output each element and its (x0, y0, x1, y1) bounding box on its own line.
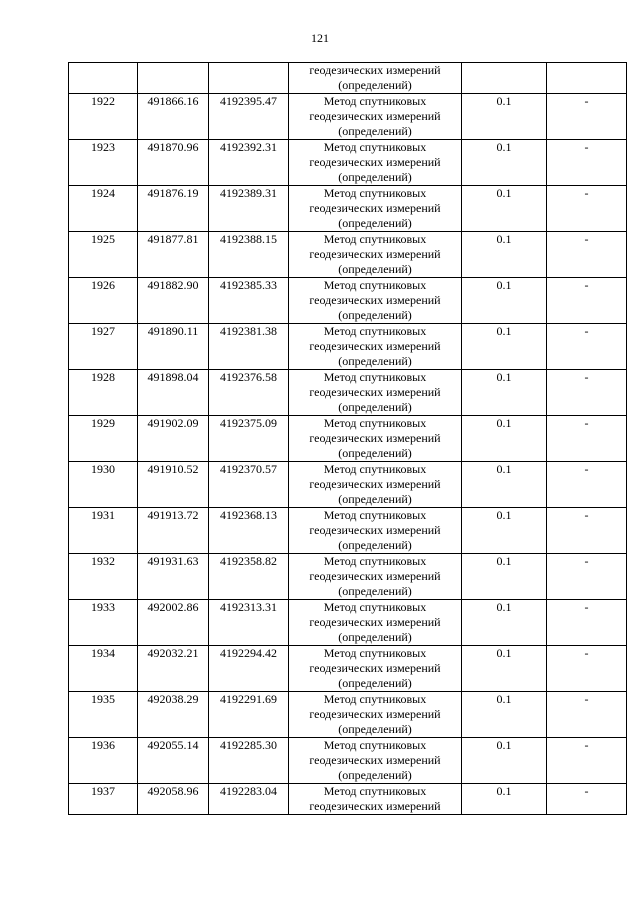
table-row (69, 508, 627, 554)
method-line: Метод спутниковых (323, 784, 427, 798)
cell-note: - (547, 416, 627, 462)
cell-note: - (547, 232, 627, 278)
method-line: геодезических измерений (309, 753, 441, 767)
cell-note: - (547, 600, 627, 646)
cell-y: 4192291.69 (209, 692, 289, 738)
method-line: Метод спутниковых (323, 738, 427, 752)
cell-accuracy: 0.1 (462, 416, 547, 462)
method-line: Метод спутниковых (323, 646, 427, 660)
cell-note: - (547, 784, 627, 815)
cell-accuracy (462, 63, 547, 94)
method-line: (определений) (338, 262, 412, 276)
table-row (69, 186, 627, 232)
cell-point-id: 1931 (69, 508, 138, 554)
cell-point-id: 1936 (69, 738, 138, 784)
cell-y: 4192388.15 (209, 232, 289, 278)
method-line: геодезических измерений (309, 661, 441, 675)
method-line: Метод спутниковых (323, 692, 427, 706)
method-line: (определений) (338, 124, 412, 138)
table-row (69, 324, 627, 370)
cell-x: 492055.14 (138, 738, 209, 784)
method-line: Метод спутниковых (323, 324, 427, 338)
table-row (69, 600, 627, 646)
cell-y: 4192392.31 (209, 140, 289, 186)
method-line: Метод спутниковых (323, 186, 427, 200)
cell-y: 4192395.47 (209, 94, 289, 140)
cell-accuracy: 0.1 (462, 600, 547, 646)
cell-method (289, 692, 462, 738)
cell-method (289, 232, 462, 278)
table-row (69, 462, 627, 508)
table-row (69, 416, 627, 462)
cell-accuracy: 0.1 (462, 646, 547, 692)
method-line: Метод спутниковых (323, 140, 427, 154)
cell-x: 491877.81 (138, 232, 209, 278)
method-line: (определений) (338, 400, 412, 414)
method-line: геодезических измерений (309, 247, 441, 261)
cell-method (289, 416, 462, 462)
cell-x: 491876.19 (138, 186, 209, 232)
page-number: 121 (311, 31, 329, 45)
cell-accuracy: 0.1 (462, 462, 547, 508)
method-line: (определений) (338, 768, 412, 782)
cell-y: 4192283.04 (209, 784, 289, 815)
table-row (69, 232, 627, 278)
method-line: геодезических измерений (309, 339, 441, 353)
cell-note (547, 63, 627, 94)
cell-y: 4192385.33 (209, 278, 289, 324)
cell-x: 492002.86 (138, 600, 209, 646)
cell-method (289, 600, 462, 646)
method-line: Метод спутниковых (323, 600, 427, 614)
cell-note: - (547, 462, 627, 508)
cell-y (209, 63, 289, 94)
cell-y: 4192285.30 (209, 738, 289, 784)
cell-point-id: 1925 (69, 232, 138, 278)
cell-point-id: 1932 (69, 554, 138, 600)
cell-y: 4192389.31 (209, 186, 289, 232)
cell-note: - (547, 554, 627, 600)
method-line: (определений) (338, 170, 412, 184)
cell-accuracy: 0.1 (462, 508, 547, 554)
cell-accuracy: 0.1 (462, 554, 547, 600)
cell-x: 492038.29 (138, 692, 209, 738)
table-row (69, 140, 627, 186)
cell-method (289, 324, 462, 370)
cell-accuracy: 0.1 (462, 232, 547, 278)
cell-method (289, 554, 462, 600)
cell-point-id (69, 63, 138, 94)
cell-note: - (547, 370, 627, 416)
cell-y: 4192370.57 (209, 462, 289, 508)
cell-method (289, 186, 462, 232)
cell-x: 492058.96 (138, 784, 209, 815)
cell-method (289, 140, 462, 186)
cell-method (289, 94, 462, 140)
table-row (69, 692, 627, 738)
method-line: (определений) (338, 78, 412, 92)
method-line: Метод спутниковых (323, 508, 427, 522)
table-row-partial (69, 784, 627, 815)
method-line: Метод спутниковых (323, 554, 427, 568)
method-line: Метод спутниковых (323, 370, 427, 384)
cell-note: - (547, 186, 627, 232)
cell-accuracy: 0.1 (462, 278, 547, 324)
cell-note: - (547, 508, 627, 554)
cell-x: 491870.96 (138, 140, 209, 186)
cell-method (289, 462, 462, 508)
cell-point-id: 1934 (69, 646, 138, 692)
cell-accuracy: 0.1 (462, 784, 547, 815)
table-row (69, 554, 627, 600)
method-line: геодезических измерений (309, 155, 441, 169)
method-line: (определений) (338, 308, 412, 322)
cell-method (289, 370, 462, 416)
cell-point-id: 1937 (69, 784, 138, 815)
table-row (69, 738, 627, 784)
method-line: (определений) (338, 216, 412, 230)
method-line: геодезических измерений (309, 431, 441, 445)
cell-note: - (547, 738, 627, 784)
cell-x: 492032.21 (138, 646, 209, 692)
table-row-continued (69, 63, 627, 94)
cell-method (289, 738, 462, 784)
cell-note: - (547, 94, 627, 140)
method-line: Метод спутниковых (323, 278, 427, 292)
method-line: геодезических измерений (309, 615, 441, 629)
cell-note: - (547, 324, 627, 370)
cell-x: 491902.09 (138, 416, 209, 462)
cell-point-id: 1923 (69, 140, 138, 186)
cell-y: 4192381.38 (209, 324, 289, 370)
cell-accuracy: 0.1 (462, 94, 547, 140)
cell-x: 491931.63 (138, 554, 209, 600)
cell-y: 4192294.42 (209, 646, 289, 692)
cell-x: 491913.72 (138, 508, 209, 554)
cell-point-id: 1930 (69, 462, 138, 508)
cell-note: - (547, 692, 627, 738)
method-line: геодезических измерений (309, 201, 441, 215)
cell-accuracy: 0.1 (462, 692, 547, 738)
cell-method (289, 278, 462, 324)
cell-method (289, 646, 462, 692)
cell-x: 491910.52 (138, 462, 209, 508)
cell-point-id: 1935 (69, 692, 138, 738)
method-line: Метод спутниковых (323, 94, 427, 108)
cell-x: 491882.90 (138, 278, 209, 324)
cell-point-id: 1928 (69, 370, 138, 416)
cell-accuracy: 0.1 (462, 186, 547, 232)
method-line: геодезических измерений (309, 569, 441, 583)
cell-method (289, 784, 462, 815)
cell-y: 4192375.09 (209, 416, 289, 462)
cell-point-id: 1933 (69, 600, 138, 646)
cell-method (289, 63, 462, 94)
method-line: Метод спутниковых (323, 416, 427, 430)
method-line: геодезических измерений (309, 523, 441, 537)
coordinates-table (68, 62, 627, 815)
cell-note: - (547, 278, 627, 324)
cell-note: - (547, 646, 627, 692)
cell-accuracy: 0.1 (462, 324, 547, 370)
cell-y: 4192313.31 (209, 600, 289, 646)
cell-accuracy: 0.1 (462, 370, 547, 416)
cell-x (138, 63, 209, 94)
method-line: геодезических измерений (309, 799, 441, 813)
cell-x: 491890.11 (138, 324, 209, 370)
cell-point-id: 1926 (69, 278, 138, 324)
method-line: (определений) (338, 676, 412, 690)
table-row (69, 646, 627, 692)
cell-point-id: 1927 (69, 324, 138, 370)
cell-y: 4192368.13 (209, 508, 289, 554)
cell-accuracy: 0.1 (462, 140, 547, 186)
cell-accuracy: 0.1 (462, 738, 547, 784)
table-row (69, 278, 627, 324)
cell-point-id: 1924 (69, 186, 138, 232)
cell-point-id: 1922 (69, 94, 138, 140)
method-line: (определений) (338, 722, 412, 736)
method-line: геодезических измерений (309, 707, 441, 721)
cell-method (289, 508, 462, 554)
method-line: Метод спутниковых (323, 232, 427, 246)
cell-y: 4192376.58 (209, 370, 289, 416)
method-line: (определений) (338, 492, 412, 506)
method-line: Метод спутниковых (323, 462, 427, 476)
method-line: (определений) (338, 538, 412, 552)
cell-point-id: 1929 (69, 416, 138, 462)
cell-note: - (547, 140, 627, 186)
cell-x: 491866.16 (138, 94, 209, 140)
method-line: геодезических измерений (309, 293, 441, 307)
table-row (69, 94, 627, 140)
method-line: (определений) (338, 446, 412, 460)
method-line: геодезических измерений (309, 109, 441, 123)
table-row (69, 370, 627, 416)
cell-y: 4192358.82 (209, 554, 289, 600)
method-line: (определений) (338, 584, 412, 598)
method-line: (определений) (338, 630, 412, 644)
method-line: геодезических измерений (309, 63, 441, 77)
method-line: геодезических измерений (309, 477, 441, 491)
method-line: (определений) (338, 354, 412, 368)
cell-x: 491898.04 (138, 370, 209, 416)
method-line: геодезических измерений (309, 385, 441, 399)
